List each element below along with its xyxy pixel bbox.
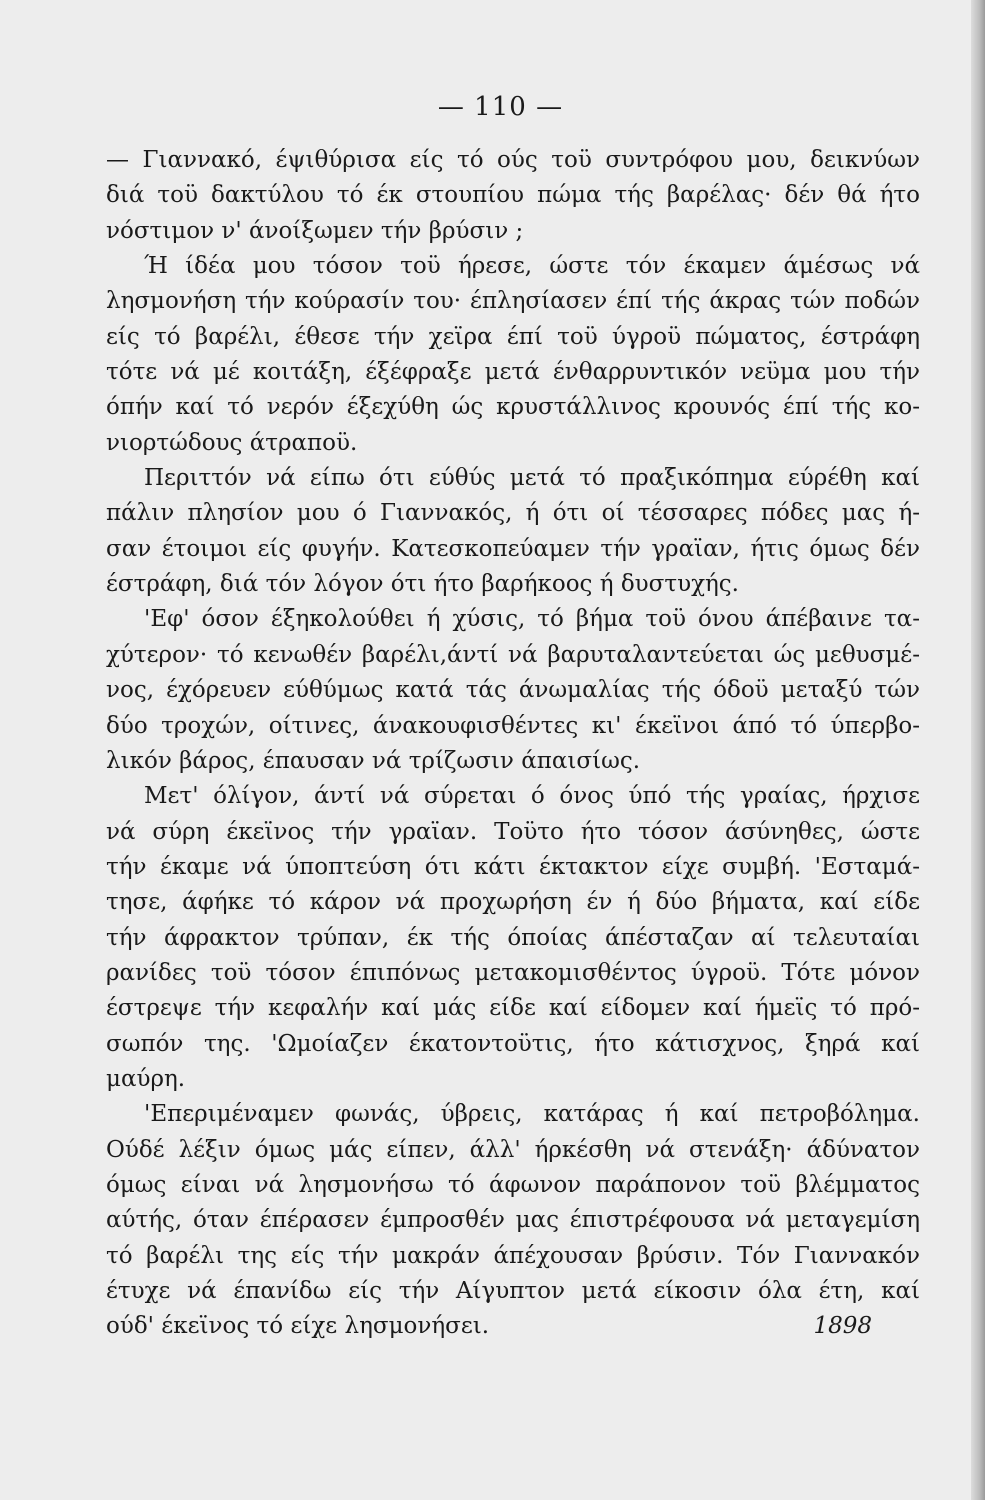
text-line: τησε, άφήκε τό κάρον νά προχωρήση έν ή δύο βήματα, καί είδε xyxy=(106,889,920,916)
text-line: ούδ' έκεϊνος τό είχε λησμονήσει. xyxy=(106,1313,490,1340)
text-line: Περιττόν νά είπω ότι εύθύς μετά τό πραξικόπημα εύρέθη καί xyxy=(144,465,920,492)
text-line: τήν άφρακτον τρύπαν, έκ τής όποίας άπέσταζαν αί τελευταίαι xyxy=(106,924,920,951)
text-line: πάλιν πλησίον μου ό Γιαννακός, ή ότι οί τέσσαρες πόδες μας ή- xyxy=(106,500,920,527)
text-line: σωπόν της. 'Ωμοίαζεν έκατοντοϋτις, ήτο κάτισχνος, ξηρά καί xyxy=(106,1030,920,1057)
text-line: όμως είναι νά λησμονήσω τό άφωνον παράπονον τοϋ βλέμματος xyxy=(106,1171,920,1198)
text-line: όπήν καί τό νερόν έξεχύθη ώς κρυστάλλινος κρουνός έπί τής κο- xyxy=(106,394,920,421)
text-line: Ή ίδέα μου τόσον τοϋ ήρεσε, ώστε τόν έκαμεν άμέσως νά xyxy=(144,253,920,280)
text-line: λικόν βάρος, έπαυσαν νά τρίζωσιν άπαισίως. xyxy=(106,747,641,774)
text-line: έστράφη, διά τόν λόγον ότι ήτο βαρήκοος ή δυστυχής. xyxy=(106,571,739,598)
text-line: Μετ' όλίγον, άντί νά σύρεται ό όνος ύπό τής γραίας, ήρχισε xyxy=(144,783,920,810)
text-line: τότε νά μέ κοιτάξη, έξέφραξε μετά ένθαρρυντικόν νεϋμα μου τήν xyxy=(106,359,920,386)
text-line: χύτερον· τό κενωθέν βαρέλι,άντί νά βαρυταλαντεύεται ώς μεθυσμέ- xyxy=(106,641,920,668)
text-line: αύτής, όταν έπέρασεν έμπροσθέν μας έπιστρέφουσα νά μεταγεμίση xyxy=(106,1207,920,1234)
text-line: έτυχε νά έπανίδω είς τήν Αίγυπτον μετά είκοσιν όλα έτη, καί xyxy=(106,1278,920,1304)
text-line: νά σύρη έκεϊνος τήν γραϊαν. Τοϋτο ήτο τόσον άσύνηθες, ώστε xyxy=(106,818,920,845)
text-line: δύο τροχών, οίτινες, άνακουφισθέντες κι' έκεϊνοι άπό τό ύπερβο- xyxy=(106,712,920,739)
text-line: νος, έχόρευεν εύθύμως κατά τάς άνωμαλίας τής όδοϋ μεταξύ τών xyxy=(106,677,920,704)
text-line: έστρεψε τήν κεφαλήν καί μάς είδε καί είδομεν καί ήμεϊς τό πρό- xyxy=(106,995,920,1022)
text-line: μαύρη. xyxy=(106,1065,186,1092)
text-line: είς τό βαρέλι, έθεσε τήν χεϊρα έπί τοϋ ύγροϋ πώματος, έστράφη xyxy=(106,323,920,350)
page-edge xyxy=(971,0,985,1500)
signature-date: 1898 xyxy=(813,1313,872,1340)
final-line xyxy=(106,1309,920,1344)
text-line: ρανίδες τοϋ τόσον έπιπόνως μετακομισθέντος ύγροϋ. Τότε μόνον xyxy=(106,959,920,986)
text-line: τήν έκαμε νά ύποπτεύση ότι κάτι έκτακτον είχε συμβή. 'Εσταμά- xyxy=(106,853,920,880)
text-line: νόστιμον ν' άνοίξωμεν τήν βρύσιν ; xyxy=(106,217,524,244)
body-text xyxy=(106,143,920,1345)
text-line: διά τοϋ δακτύλου τό έκ στουπίου πώμα τής βαρέλας· δέν θά ήτο xyxy=(106,182,920,209)
text-line: σαν έτοιμοι είς φυγήν. Κατεσκοπεύαμεν τήν γραϊαν, ήτις όμως δέν xyxy=(106,535,920,562)
text-line: λησμονήση τήν κούρασίν του· έπλησίασεν έπί τής άκρας τών ποδών xyxy=(106,288,920,315)
page-number: — 110 — xyxy=(437,92,564,122)
text-line: τό βαρέλι της είς τήν μακράν άπέχουσαν βρύσιν. Τόν Γιαννακόν xyxy=(106,1242,920,1269)
text-line: Ούδέ λέξιν όμως μάς είπεν, άλλ' ήρκέσθη νά στενάξη· άδύνατον xyxy=(106,1136,920,1163)
text-line: — Γιαννακό, έψιθύρισα είς τό ούς τοϋ συντρόφου μου, δεικνύων xyxy=(106,147,920,173)
text-line: 'Επεριμέναμεν φωνάς, ύβρεις, κατάρας ή καί πετροβόλημα. xyxy=(144,1101,920,1128)
text-line: 'Εφ' όσον έξηκολούθει ή χύσις, τό βήμα τοϋ όνου άπέβαινε τα- xyxy=(144,606,920,633)
text-line: νιορτώδους άτραποϋ. xyxy=(106,429,358,456)
